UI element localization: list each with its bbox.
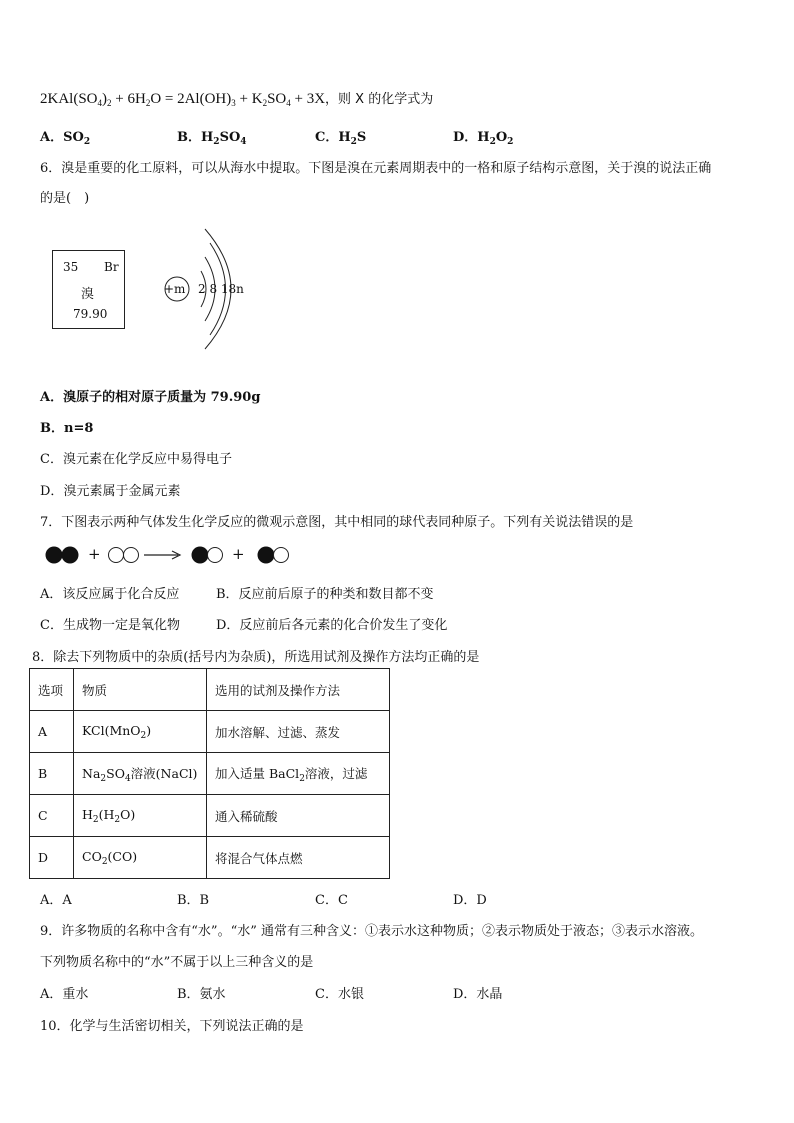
- method-text: 溶液，过滤: [304, 765, 368, 781]
- white-atom: [274, 548, 289, 563]
- q5-option-c[interactable]: [315, 126, 366, 147]
- black-atom: [258, 547, 275, 564]
- eq-part: O = 2Al(OH): [150, 91, 232, 107]
- substance-text: CO: [82, 848, 102, 864]
- cell-substance: [74, 795, 207, 837]
- option-text: H: [201, 130, 214, 145]
- q9-option-a[interactable]: A．重水: [40, 987, 89, 1002]
- option-text: 溴元素属于金属元素: [63, 484, 181, 499]
- substance-text: ): [146, 722, 152, 738]
- option-label: A．: [40, 390, 64, 405]
- q6-option-c[interactable]: [40, 448, 232, 467]
- q6-stem-line2: 的是( ): [40, 191, 90, 206]
- eq-part: SO: [267, 91, 287, 107]
- substance-text: O): [120, 806, 136, 822]
- option-sub: 2: [507, 137, 514, 147]
- q5-option-d[interactable]: [453, 126, 513, 147]
- cell-substance: [74, 837, 207, 879]
- substance-sub: 2: [101, 856, 108, 867]
- atomic-number: 35: [63, 260, 79, 274]
- q8-option-c[interactable]: C．C: [315, 893, 348, 908]
- white-atom: [208, 548, 223, 563]
- cell-method: [207, 753, 390, 795]
- eq-sub: 2: [145, 98, 151, 108]
- plus-sign-2: +: [232, 545, 245, 563]
- option-text: O: [495, 130, 508, 145]
- option-label: B．: [40, 421, 64, 436]
- cell-substance: [74, 711, 207, 753]
- cell-option: A: [30, 711, 74, 753]
- substance-text: KCl(MnO: [82, 722, 141, 738]
- eq-part: 2KAl(SO: [40, 91, 98, 107]
- method-text: 加入适量 BaCl: [215, 765, 300, 781]
- eq-part: + 6H: [111, 91, 146, 107]
- eq-part: + K: [235, 91, 263, 107]
- substance-text: Na: [82, 765, 101, 781]
- q5-option-b[interactable]: [177, 126, 247, 147]
- option-sub: 2: [83, 137, 91, 147]
- option-label: C．: [40, 452, 63, 467]
- black-atom: [46, 547, 63, 564]
- cell-substance: [74, 753, 207, 795]
- q9-option-b[interactable]: B．氨水: [177, 987, 226, 1002]
- cell-option: D: [30, 837, 74, 879]
- q6-option-d[interactable]: [40, 480, 180, 499]
- plus-sign-1: +: [88, 545, 101, 563]
- nucleus-charge: +m: [164, 282, 186, 296]
- header-substance: 物质: [74, 669, 207, 711]
- substance-text: SO: [106, 765, 125, 781]
- q7-option-d[interactable]: D．反应前后各元素的化合价发生了变化: [216, 618, 448, 633]
- q8-option-d[interactable]: D．D: [453, 893, 487, 908]
- eq-sub: 3: [231, 98, 236, 108]
- cell-method: 通入稀硫酸: [207, 795, 390, 837]
- eq-part: ): [102, 91, 108, 107]
- periodic-table-cell: [52, 250, 125, 329]
- option-sub: 2: [213, 137, 220, 147]
- q6-option-a[interactable]: [40, 386, 260, 405]
- substance-text: (H: [98, 806, 115, 822]
- cell-method: 加水溶解、过滤、蒸发: [207, 711, 390, 753]
- header-option: 选项: [30, 669, 74, 711]
- option-text: SO: [219, 130, 241, 145]
- eq-sub: 4: [286, 98, 291, 108]
- q8-table: [29, 668, 390, 879]
- white-atom: [124, 548, 139, 563]
- method-sub: 2: [299, 773, 305, 784]
- option-sub: 2: [350, 137, 357, 147]
- q8-option-b[interactable]: B．B: [177, 893, 210, 908]
- substance-sub: 2: [92, 814, 99, 825]
- eq-part: + 3X: [290, 91, 326, 107]
- substance-text: (CO): [107, 848, 138, 864]
- option-sub: 2: [489, 137, 496, 147]
- eq-sub: 4: [97, 98, 103, 108]
- reaction-diagram: [44, 543, 304, 567]
- option-label: C．: [315, 130, 339, 145]
- q5-option-a[interactable]: [40, 126, 90, 147]
- q5-question-tail: ，则 X 的化学式为: [325, 92, 434, 107]
- q10-stem: 10．化学与生活密切相关，下列说法正确的是: [40, 1019, 304, 1034]
- q9-option-d[interactable]: D．水晶: [453, 987, 503, 1002]
- black-atom: [192, 547, 209, 564]
- option-label: D．: [40, 484, 64, 499]
- cell-option: B: [30, 753, 74, 795]
- q6-option-b[interactable]: [40, 417, 93, 436]
- table-row: [30, 795, 390, 837]
- option-text: S: [356, 130, 367, 145]
- option-text: 溴元素在化学反应中易得电子: [62, 452, 232, 467]
- black-atom: [62, 547, 79, 564]
- option-text: 溴原子的相对原子质量为 79.90g: [63, 390, 261, 405]
- q7-option-b[interactable]: B．反应前后原子的种类和数目都不变: [216, 587, 434, 602]
- option-text: H: [338, 130, 351, 145]
- q8-stem: 8．除去下列物质中的杂质(括号内为杂质)，所选用试剂及操作方法均正确的是: [32, 650, 480, 665]
- option-label: D．: [453, 130, 478, 145]
- substance-sub: 2: [100, 773, 107, 784]
- table-row: [30, 711, 390, 753]
- eq-sub: 2: [107, 98, 112, 108]
- q7-option-c[interactable]: C．生成物一定是氧化物: [40, 618, 180, 633]
- eq-sub: 2: [262, 98, 268, 108]
- q6-stem-line1: 6．溴是重要的化工原料，可以从海水中提取。下图是溴在元素周期表中的一格和原子结构示意图，关于溴的说法正确: [40, 161, 712, 176]
- option-text: n=8: [64, 421, 94, 436]
- cell-option: C: [30, 795, 74, 837]
- q7-option-a[interactable]: A．该反应属于化合反应: [40, 587, 180, 602]
- substance-text: H: [82, 806, 93, 822]
- white-atom: [109, 548, 124, 563]
- option-label: B．: [177, 130, 201, 145]
- header-method: 选用的试剂及操作方法: [207, 669, 390, 711]
- atomic-mass: 79.90: [73, 307, 108, 321]
- cell-method: 将混合气体点燃: [207, 837, 390, 879]
- substance-sub: 4: [124, 773, 131, 784]
- substance-sub: 2: [140, 730, 147, 741]
- option-text: SO: [63, 130, 84, 145]
- q7-stem: 7．下图表示两种气体发生化学反应的微观示意图，其中相同的球代表同种原子。下列有关说法错误的是: [40, 515, 634, 530]
- table-row: [30, 753, 390, 795]
- option-label: A．: [40, 130, 64, 145]
- q9-option-c[interactable]: C．水银: [315, 987, 364, 1002]
- option-sub: 4: [240, 137, 247, 147]
- q5-equation: [40, 88, 433, 108]
- element-name: 溴: [81, 287, 95, 302]
- table-header-row: [30, 669, 390, 711]
- substance-sub: 2: [114, 814, 121, 825]
- option-text: H: [477, 130, 490, 145]
- element-symbol: Br: [104, 260, 119, 274]
- q9-stem-line1: 9．许多物质的名称中含有“水”。“水” 通常有三种含义：①表示水这种物质；②表示物质处于液态；③表示水溶液。: [40, 924, 703, 939]
- table-row: [30, 837, 390, 879]
- substance-text: 溶液(NaCl): [130, 765, 198, 781]
- q8-option-a[interactable]: A．A: [40, 893, 72, 908]
- q9-stem-line2: 下列物质名称中的“水”不属于以上三种含义的是: [40, 955, 314, 970]
- electron-shell-counts: 2 8 18n: [198, 282, 244, 296]
